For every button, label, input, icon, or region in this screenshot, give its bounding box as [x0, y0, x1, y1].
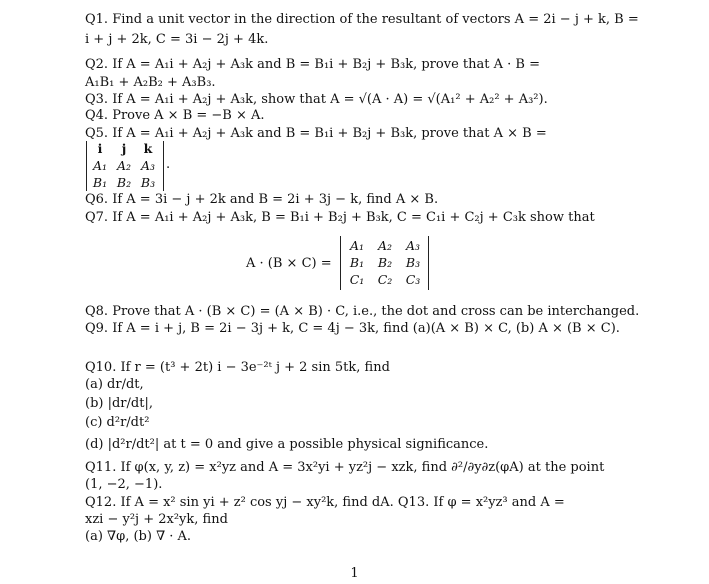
q3-line: Q3. If A = A₁i + A₂j + A₃k, show that A = √(A · A) = √(A₁² + A₂² + A₃²). — [85, 92, 548, 107]
matrix-cell: A₂ — [116, 158, 132, 173]
q9-line: Q9. If A = i + j, B = 2i − 3j + k, C = 4j − 3k, find (a)(A × B) × C, (b) A × (B × C). — [85, 321, 620, 336]
q7-matrix-right-bar — [428, 236, 429, 290]
q4-line: Q4. Prove A × B = −B × A. — [85, 108, 265, 123]
q7-matrix-row-3 — [343, 271, 427, 288]
matrix-cell: A₁ — [92, 158, 108, 173]
matrix-cell: A₃ — [140, 158, 156, 173]
matrix-cell: B₂ — [116, 175, 132, 190]
matrix-cell: B₁ — [92, 175, 108, 190]
q12-line-3: (a) ∇φ, (b) ∇ · A. — [85, 529, 192, 544]
matrix-cell: C₃ — [405, 272, 421, 287]
q5-matrix-row-2 — [88, 157, 160, 174]
q10-part-b: (b) |dr/dt|, — [85, 396, 153, 411]
matrix-cell: C₁ — [349, 272, 365, 287]
q8-line: Q8. Prove that A · (B × C) = (A × B) · C, i.e., the dot and cross can be interchanged. — [85, 304, 640, 319]
matrix-cell: C₂ — [377, 272, 393, 287]
matrix-cell: k — [143, 141, 153, 156]
q2-line-2: A₁B₁ + A₂B₂ + A₃B₃. — [85, 75, 216, 90]
q7-matrix — [343, 237, 427, 288]
q7-line: Q7. If A = A₁i + A₂j + A₃k, B = B₁i + B₂j + B₃k, C = C₁i + C₂j + C₃k show that — [85, 210, 595, 225]
q6-line: Q6. If A = 3i − j + 2k and B = 2i + 3j − k, find A × B. — [85, 192, 439, 207]
q7-matrix-row-2 — [343, 254, 427, 271]
matrix-cell: B₁ — [349, 255, 365, 270]
q5-line: Q5. If A = A₁i + A₂j + A₃k and B = B₁i + B₂j + B₃k, prove that A × B = — [85, 126, 547, 141]
q5-matrix-row-1 — [88, 140, 160, 157]
q1-line-2: i + j + 2k, C = 3i − 2j + 4k. — [85, 32, 269, 47]
q10-part-c: (c) d²r/dt² — [85, 415, 150, 430]
q12-line-2: xzi − y²j + 2x²yk, find — [85, 512, 228, 527]
q5-matrix — [88, 140, 160, 191]
q10-part-d: (d) |d²r/dt²| at t = 0 and give a possible physical significance. — [85, 437, 489, 452]
q2-line-1: Q2. If A = A₁i + A₂j + A₃k and B = B₁i + B₂j + B₃k, prove that A · B = — [85, 57, 540, 72]
q7-lhs: A · (B × C) = — [246, 256, 332, 271]
page-number: 1 — [350, 566, 359, 581]
matrix-cell: A₁ — [349, 238, 365, 253]
q7-matrix-row-1 — [343, 237, 427, 254]
q5-matrix-period: . — [166, 157, 171, 172]
matrix-cell: A₃ — [405, 238, 421, 253]
q10-part-a: (a) dr/dt, — [85, 377, 144, 392]
matrix-cell: A₂ — [377, 238, 393, 253]
q7-matrix-left-bar — [340, 236, 341, 290]
q5-matrix-left-bar — [86, 141, 87, 191]
q11-line-2: (1, −2, −1). — [85, 477, 163, 492]
q5-matrix-row-3 — [88, 174, 160, 191]
matrix-cell: B₃ — [405, 255, 421, 270]
matrix-cell: B₃ — [140, 175, 156, 190]
q5-matrix-right-bar — [163, 141, 164, 191]
q11-line-1: Q11. If φ(x, y, z) = x²yz and A = 3x²yi + yz²j − xzk, find ∂²/∂y∂z(φA) at the point — [85, 460, 605, 475]
matrix-cell: B₂ — [377, 255, 393, 270]
matrix-cell: j — [121, 141, 127, 156]
q12-line-1: Q12. If A = x² sin yi + z² cos yj − xy²k, find dA. Q13. If φ = x²yz³ and A = — [85, 495, 565, 510]
q1-line-1: Q1. Find a unit vector in the direction of the resultant of vectors A = 2i − j + k, B = — [85, 12, 639, 27]
q10-line: Q10. If r = (t³ + 2t) i − 3e⁻²ᵗ j + 2 sin 5tk, find — [85, 360, 390, 375]
matrix-cell: i — [97, 141, 103, 156]
